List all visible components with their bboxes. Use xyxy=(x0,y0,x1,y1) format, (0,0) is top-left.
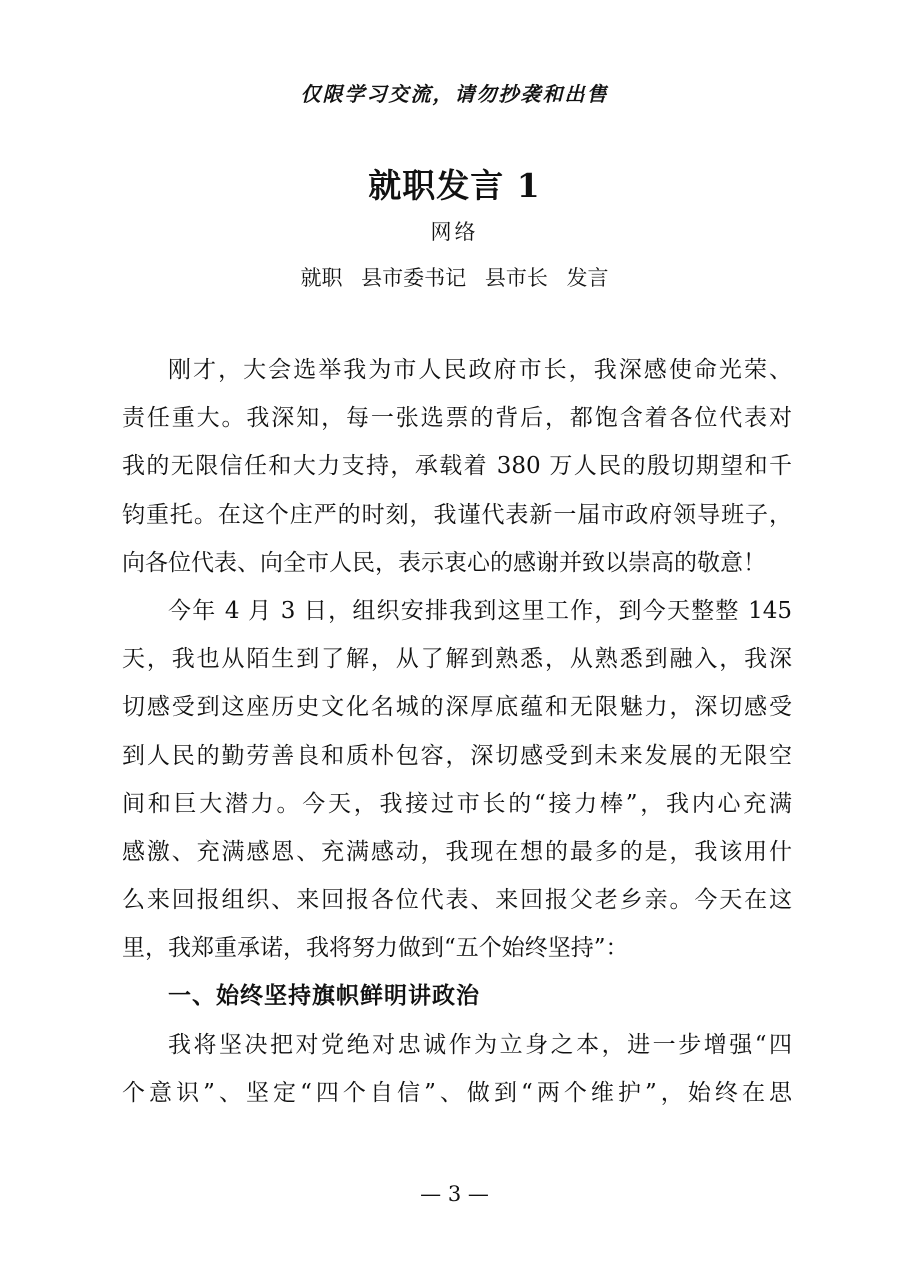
paragraph-line: 到人民的勤劳善良和质朴包容，深切感受到未来发展的无限空 xyxy=(122,742,792,769)
document-title: 就职发言 1 xyxy=(368,166,541,205)
paragraph-line: 我将坚决把对党绝对忠诚作为立身之本，进一步增强“四 xyxy=(168,1031,792,1058)
paragraph-line: 里，我郑重承诺，我将努力做到“五个始终坚持”： xyxy=(122,935,629,962)
section-heading: 一、始终坚持旗帜鲜明讲政治 xyxy=(168,983,480,1010)
keywords-line xyxy=(0,262,909,292)
keyword: 发言 xyxy=(566,266,609,290)
paragraph-line: 责任重大。我深知，每一张选票的背后，都饱含着各位代表对 xyxy=(122,405,792,432)
page-number: — 3 — xyxy=(420,1182,489,1206)
paragraph-line: 我的无限信任和大力支持，承载着 380 万人民的殷切期望和千 xyxy=(122,453,792,480)
body-text xyxy=(122,352,792,1123)
paragraph-line: 切感受到这座历史文化名城的深厚底蕴和无限魅力，深切感受 xyxy=(122,694,792,721)
paragraph-line: 么来回报组织、来回报各位代表、来回报父老乡亲。今天在这 xyxy=(122,887,792,914)
author-line: 网络 xyxy=(430,220,479,244)
paragraph-line: 钧重托。在这个庄严的时刻，我谨代表新一届市政府领导班子， xyxy=(122,501,792,528)
keyword: 就职 xyxy=(300,266,343,290)
paragraph-line: 间和巨大潜力。今天，我接过市长的“接力棒”，我内心充满 xyxy=(122,790,792,817)
paragraph-line: 天，我也从陌生到了解，从了解到熟悉，从熟悉到融入，我深 xyxy=(122,646,792,673)
paragraph-line: 向各位代表、向全市人民，表示衷心的感谢并致以崇高的敬意！ xyxy=(122,549,766,576)
paragraph-line: 感激、充满感恩、充满感动，我现在想的最多的是，我该用什 xyxy=(122,838,792,865)
header-note: 仅限学习交流，请勿抄袭和出售 xyxy=(300,82,609,106)
paragraph-line: 今年 4 月 3 日，组织安排我到这里工作，到今天整整 145 xyxy=(168,597,792,624)
keyword: 县市长 xyxy=(484,266,548,290)
keyword: 县市委书记 xyxy=(361,266,467,290)
paragraph-line: 个意识”、坚定“四个自信”、做到“两个维护”，始终在思 xyxy=(122,1079,792,1106)
paragraph-line: 刚才，大会选举我为市人民政府市长，我深感使命光荣、 xyxy=(168,357,792,383)
